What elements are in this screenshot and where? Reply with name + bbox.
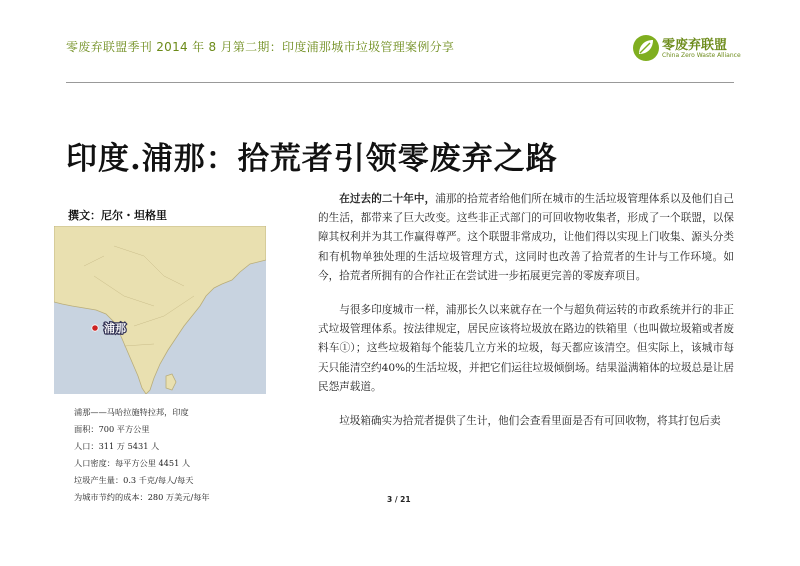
paragraph-1-text: 浦那的拾荒者给他们所在城市的生活垃圾管理体系以及他们自己的生活，都带来了巨大改变。这些非正式部门的可回收物收集者，形成了一个联盟，以保障其权利并为其工作赢得尊严。这个联盟非常成功，让他们得以实现上门收集、源头分类和有机物单独处理的生活垃圾管理方式，这同时也改善了拾荒者的生计与工作环境。如今，拾荒者所拥有的合作社正在尝试进一步拓展更完善的零废弃项目。 xyxy=(318,193,735,282)
logo-name: 零废弃联盟 xyxy=(662,38,728,53)
fact-waste-generation: 垃圾产生量：0.3 千克/每人/每天 xyxy=(74,475,194,485)
india-map xyxy=(54,226,266,394)
header-divider xyxy=(66,82,734,83)
paragraph-2: 与很多印度城市一样，浦那长久以来就存在一个与超负荷运转的市政系统并行的非正式垃圾管理体系。按法律规定，居民应该将垃圾放在路边的铁箱里（也叫做垃圾箱或者废料车①）；这些垃圾箱每个能装几立方米的垃圾，每天都应该清空。但实际上，该城市每天只能清空约40%的生活垃圾，并把它们运往垃圾倾倒场。结果溢满箱体的垃圾总是让居民怨声载道。 xyxy=(318,304,734,393)
fact-population: 人口：311 万 5431 人 xyxy=(74,441,160,451)
author-line: 撰文：尼尔・坦格里 xyxy=(68,209,167,222)
fact-density: 人口密度：每平方公里 4451 人 xyxy=(74,458,191,468)
page-number: 3 / 21 xyxy=(387,495,411,504)
logo-subtitle: China Zero Waste Alliance xyxy=(662,52,741,59)
article-title: 印度.浦那：拾荒者引领零废弃之路 xyxy=(66,141,558,177)
zero-waste-alliance-logo xyxy=(632,32,752,66)
fact-cost-savings: 为城市节约的成本：280 万美元/每年 xyxy=(74,492,210,502)
lead-phrase: 在过去的二十年中， xyxy=(339,193,436,205)
leaf-logo-icon xyxy=(632,34,660,62)
pune-marker xyxy=(92,325,98,331)
article-body xyxy=(318,190,734,446)
fact-location: 浦那——马哈拉施特拉邦，印度 xyxy=(74,407,189,417)
paragraph-3: 垃圾箱确实为拾荒者提供了生计，他们会查看里面是否有可回收物，将其打包后卖 xyxy=(339,415,721,428)
pune-label: 浦那 xyxy=(104,322,126,335)
journal-header: 零废弃联盟季刊 2014 年 8 月第二期：印度浦那城市垃圾管理案例分享 xyxy=(66,40,455,54)
paragraph-1 xyxy=(318,190,734,286)
fact-area: 面积：700 平方公里 xyxy=(74,424,150,434)
city-facts xyxy=(74,404,210,506)
